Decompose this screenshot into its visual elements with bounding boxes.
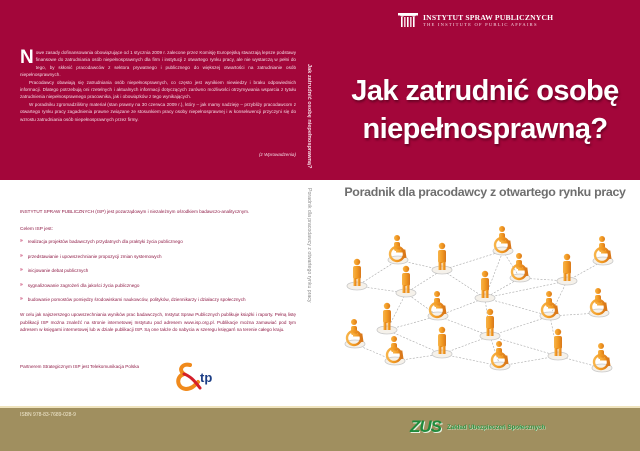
book-title (340, 72, 630, 148)
bullet-icon: » (20, 296, 23, 302)
bullet-icon: » (20, 252, 23, 259)
column-capital-icon (398, 13, 418, 27)
goal-item (20, 253, 246, 268)
zus-logo-mark: ZUS (410, 417, 441, 436)
spine-title: Jak zatrudnić osobę niepełnosprawną? (306, 64, 312, 169)
publisher-name-en: THE INSTITUTE OF PUBLIC AFFAIRS (423, 22, 538, 27)
goal-item (20, 282, 246, 297)
goal-item (20, 296, 246, 311)
goals-title: Celem ISP jest: (20, 227, 53, 232)
title-line-1: Jak zatrudnić osobę (351, 75, 619, 107)
blurb-paragraph-3: W poradniku zgromadziliśmy materiał (stan prawny na 30 czerwca 2009 r.), który – jak mamy nadzieję – przybliży pracodawcom z otwartego rynku pracy zagadnienia prawne związane ze stosunkiem pracy osoby niepełnosprawnej i w konsekwencji przyczyni się do wzrostu zatrudniania osób niepełnosprawnych przez firmy. (20, 101, 296, 122)
drop-cap: N (20, 47, 34, 68)
goal-item (20, 238, 246, 253)
tp-ampersand-icon (170, 362, 202, 392)
goal-text: realizacja projektów badawczych przydatnych dla praktyki życia publicznego (27, 239, 183, 244)
back-cover-blurb (20, 49, 296, 123)
goal-text: inicjowanie debat publicznych (27, 268, 89, 273)
isp-description: INSTYTUT SPRAW PUBLICZNYCH (ISP) jest pozarządowym i niezależnym ośrodkiem badawczo-analitycznym. (20, 209, 250, 214)
goal-text: sygnalizowanie zagrożeń dla jakości życia publicznego (27, 282, 140, 288)
bullet-icon: » (20, 238, 23, 244)
publisher-name-pl: INSTYTUT SPRAW PUBLICZNYCH (423, 13, 554, 22)
partner-text: Partnerem Strategicznym ISP jest Telekomunikacja Polska (20, 364, 140, 369)
people-network-illustration (340, 208, 640, 398)
publications-info: W celu jak najszerszego upowszechniania wyników prac badawczych, Instytut Spraw Publicznych publikuje książki i raporty. Pełną listę publikacji ISP można znaleźć na stronie internetowej Instytutu pod adresem www.isp.org.pl. Publikacje można zamawiać pod tym adresem w księgarni internetowej lub w dziale publikacji ISP. Są one także do nabycia w szeregu księgarń na terenie całego kraju. (20, 312, 296, 333)
blurb-paragraph-2: Pracodawcy obawiają się zatrudniania osób niepełnosprawnych, co często jest wynikiem niewiedzy i braku odpowiednich informacji. Dlatego potrzebują oni rzetelnych i aktualnych informacji dotyczących zarówno możliwości otrzymywania wsparcia z tytułu zatrudnienia niepełnosprawnego pracownika, jak i obowiązków z tego wynikających. (20, 79, 296, 100)
goals-list (20, 238, 246, 311)
publisher-logo (398, 13, 553, 27)
title-line-2: niepełnosprawną? (362, 113, 608, 145)
book-subtitle: Poradnik dla pracodawcy z otwartego rynku pracy (344, 185, 626, 199)
tp-logo-text: tp (200, 370, 213, 385)
bullet-icon: » (20, 267, 23, 273)
blurb-paragraph-1: owe zasady dofinansowania obowiązujące od 1 stycznia 2009 r. zalecone przez Komisję Europejską stwarzają lepsze podstawy finansowe do zatrudniania osób niepełnosprawnych dla firm i instytucji z otwartego rynku pracy, ale nie wystarczą w pełni do tego, by skłonić pracodawców z sektora prywatnego i publicznego do większej otwartości na zatrudnianie osób niepełnosprawnych. (20, 50, 296, 78)
zus-logo (410, 417, 545, 437)
zus-name: Zakład Ubezpieczeń Społecznych (447, 423, 546, 431)
bullet-icon: » (20, 281, 23, 288)
tp-logo (170, 362, 222, 392)
goal-item (20, 267, 246, 282)
goal-text: przedstawianie i upowszechnianie propozycji zmian systemowych (27, 253, 162, 259)
goal-text: budowanie pomostów pomiędzy środowiskami naukowców, polityków, dziennikarzy i działaczy społecznych (27, 297, 246, 302)
spine-subtitle: Poradnik dla pracodawcy z otwartego rynku pracy (306, 188, 312, 303)
blurb-source: (z Wprowadzenia) (258, 152, 296, 157)
isbn: ISBN 978-83-7689-028-9 (20, 412, 76, 418)
